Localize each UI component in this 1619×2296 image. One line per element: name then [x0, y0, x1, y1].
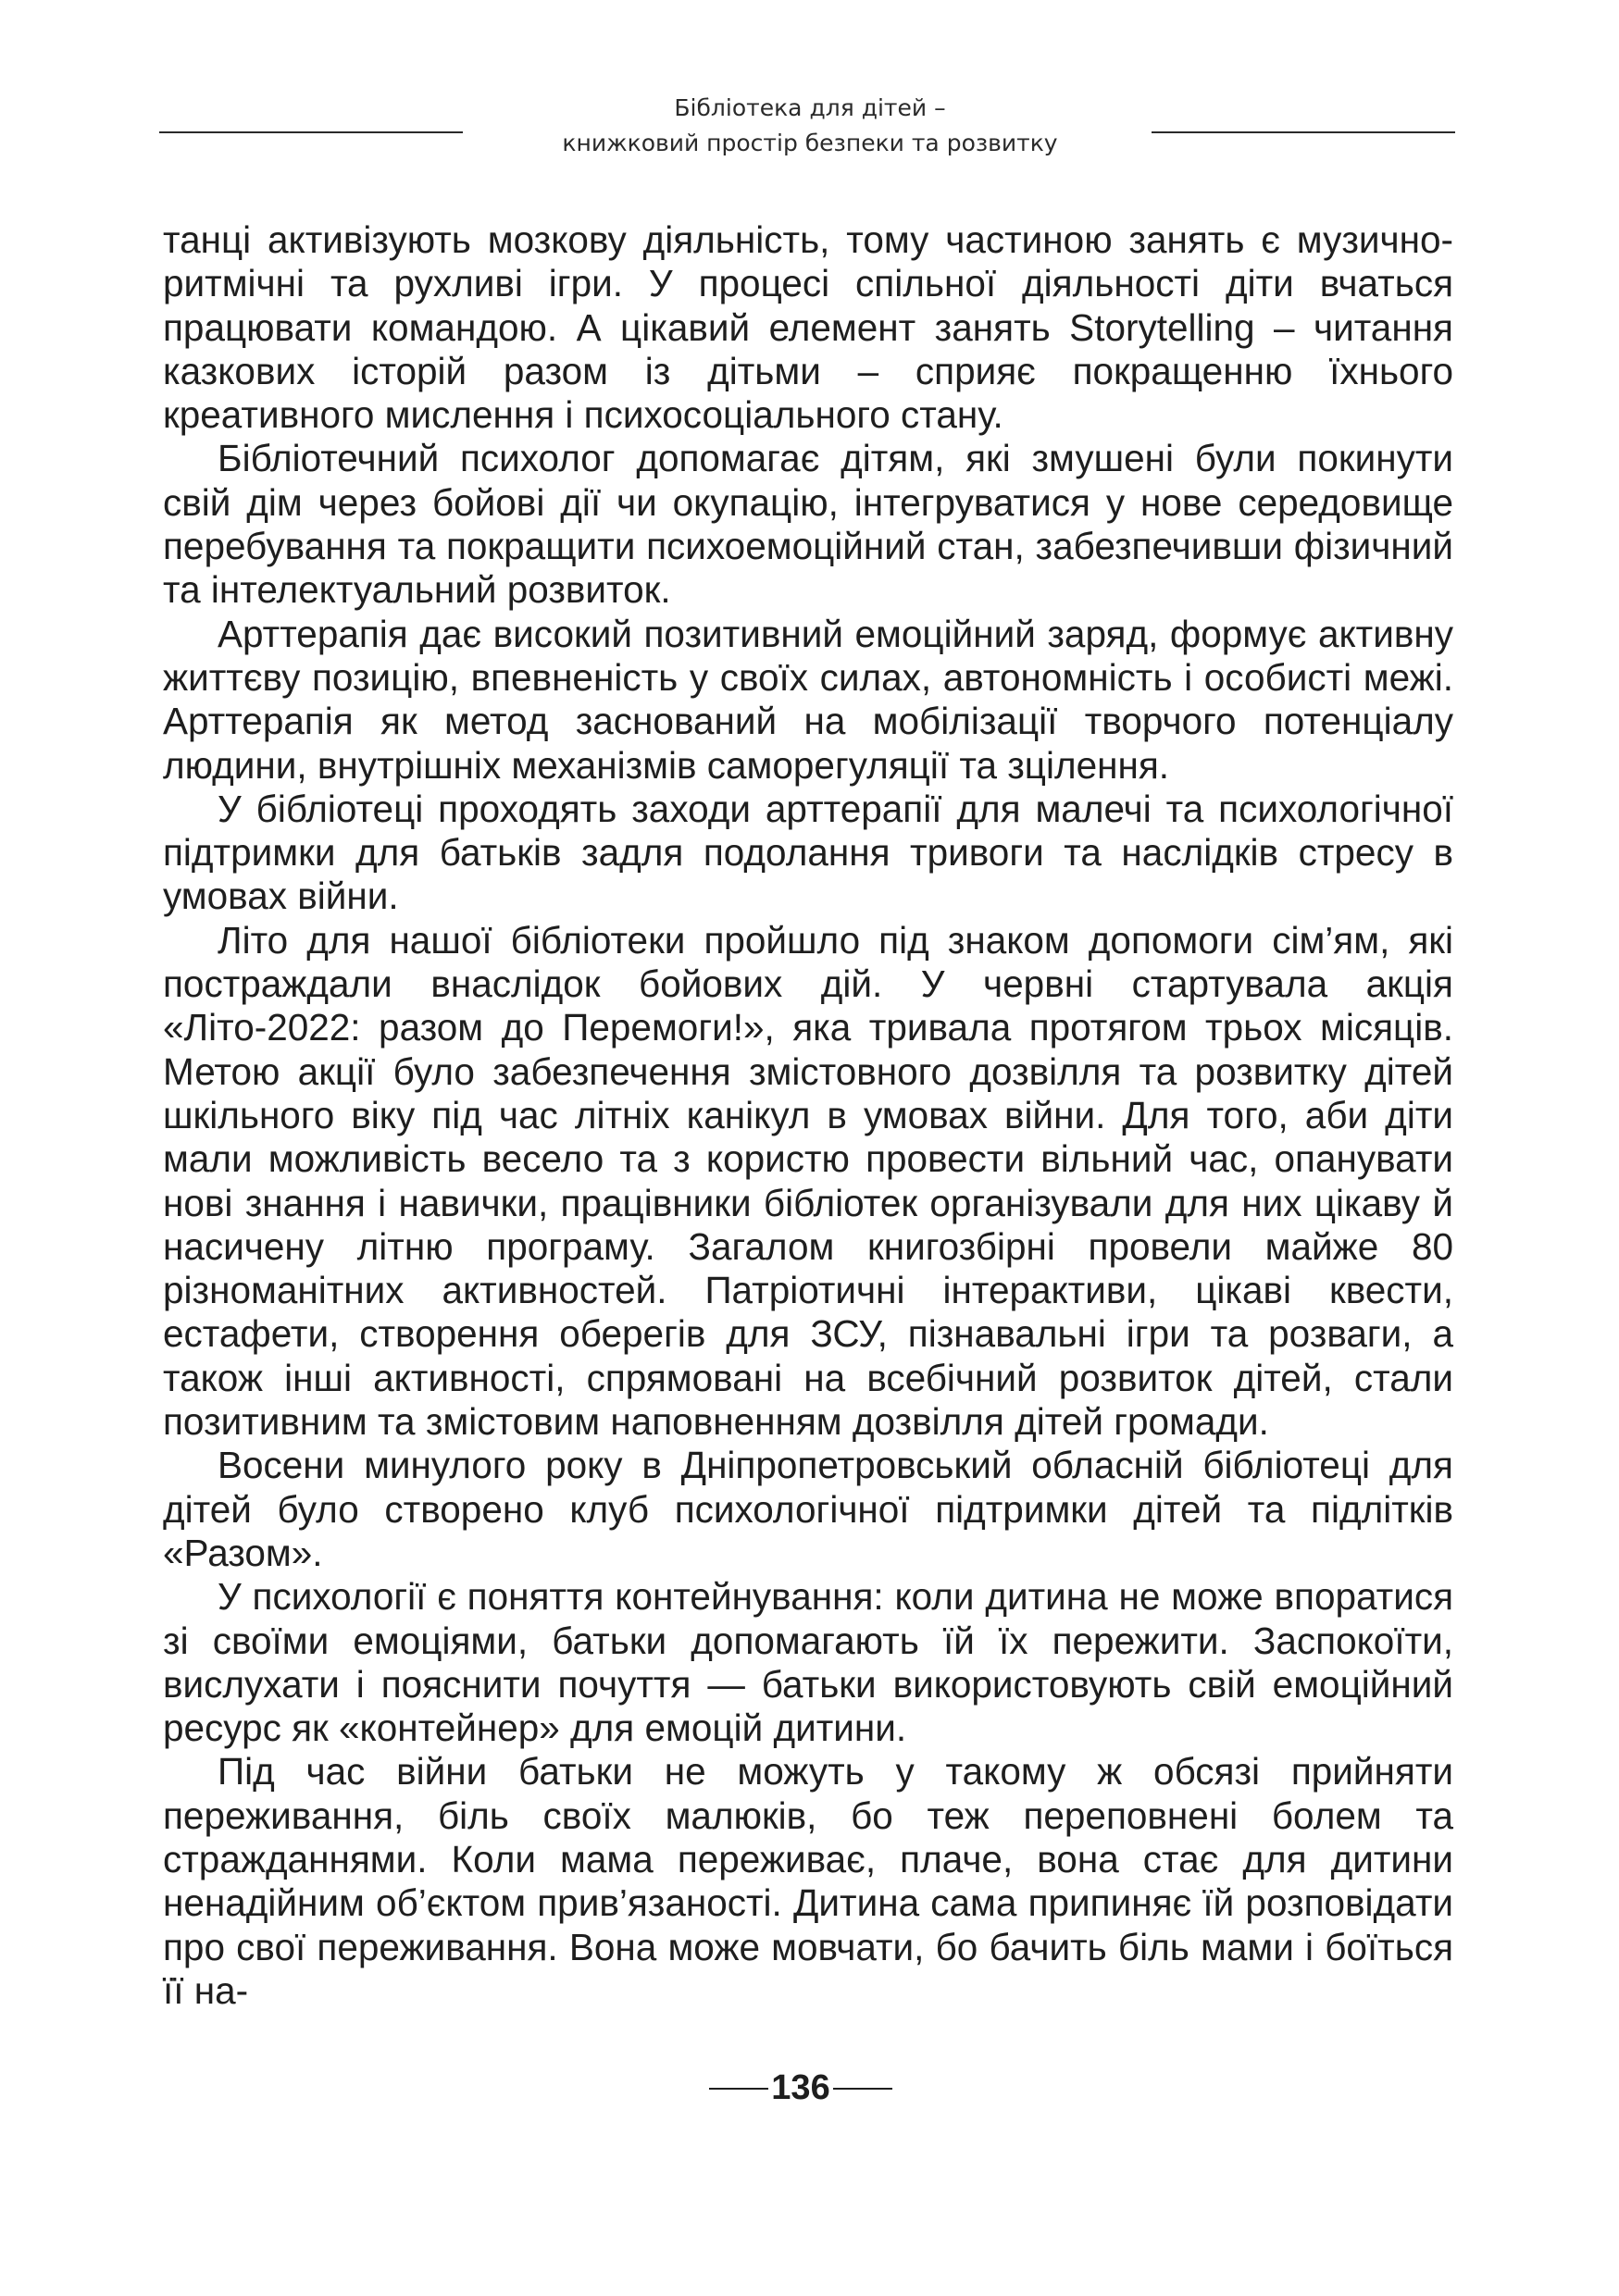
running-header	[157, 91, 1463, 165]
header-title	[157, 91, 1463, 161]
paragraph: Восени минулого року в Дніпропетровський обласній бібліотеці для дітей було створено клуб психологічної підтримки дітей та підлітків «Разом».	[163, 1444, 1453, 1574]
footer-rule-right	[833, 2088, 892, 2090]
header-rule-right	[1152, 131, 1455, 133]
page-number: 136	[771, 2068, 830, 2107]
paragraph: Літо для нашої бібліотеки пройшло під знаком допомоги сім’ям, які постраждали внаслідок бойових дій. У червні стартувала акція «Літо-2022: разом до Перемоги!», яка тривала протягом трьох місяців. Метою акції було забезпечення змістовного дозвілля та розвитку дітей шкільного віку під час літніх канікул в умовах війни. Для того, аби діти мали можливість весело та з користю провести вільний час, опанувати нові знання і навички, працівники бібліотек організували для них цікаву й насичену літню програму. Загалом книгозбірні провели майже 80 різноманітних активностей. Патріотичні інтерактиви, цікаві квести, естафети, створення оберегів для ЗСУ, пізнавальні ігри та розваги, а також інші активності, спрямовані на всебічний розвиток дітей, стали позитивним та змістовим наповненням дозвілля дітей громади.	[163, 918, 1453, 1444]
paragraph: У бібліотеці проходять заходи арттерапії для малечі та психологічної підтримки для батьків задля подолання тривоги та наслідків стресу в умовах війни.	[163, 787, 1453, 918]
page-footer	[0, 2066, 1619, 2112]
header-title-line-2: книжковий простір безпеки та розвитку	[562, 130, 1058, 156]
paragraph: Арттерапія дає високий позитивний емоційний заряд, формує активну життєву позицію, впевненість у своїх силах, автономність і особисті межі. Арттерапія як метод заснований на мобілізації творчого потенціалу людини, внутрішніх механізмів саморегуляції та зцілення.	[163, 612, 1453, 787]
paragraph: танці активізують мозкову діяльність, тому частиною занять є музично-ритмічні та рухливі ігри. У процесі спільної діяльності діти вчаться працювати командою. А цікавий елемент занять Storytelling – читання казкових історій разом із дітьми – сприяє покращенню їхнього креативного мислення і психосоціального стану.	[163, 218, 1453, 437]
paragraph: Під час війни батьки не можуть у такому ж обсязі прийняти переживання, біль своїх малюків, бо теж переповнені болем та стражданнями. Коли мама переживає, плаче, вона стає для дитини ненадійним об’єктом прив’язаності. Дитина сама припиняє їй розповідати про свої переживання. Вона може мовчати, бо бачить біль мами і боїться її на-	[163, 1750, 1453, 2012]
footer-rule-left	[709, 2088, 768, 2090]
paragraph: Бібліотечний психолог допомагає дітям, які змушені були покинути свій дім через бойові дії чи окупацію, інтегруватися у нове середовище перебування та покращити психоемоційний стан, забезпечивши фізичний та інтелектуальний розвиток.	[163, 437, 1453, 612]
header-title-line-1: Бібліотека для дітей –	[674, 94, 946, 121]
paragraph: У психології є поняття контейнування: коли дитина не може впоратися зі своїми емоціями, батьки допомагають їй їх пережити. Заспокоїти, вислухати і пояснити почуття — батьки використовують свій емоційний ресурс як «контейнер» для емоцій дитини.	[163, 1575, 1453, 1750]
body-text	[163, 218, 1453, 2013]
